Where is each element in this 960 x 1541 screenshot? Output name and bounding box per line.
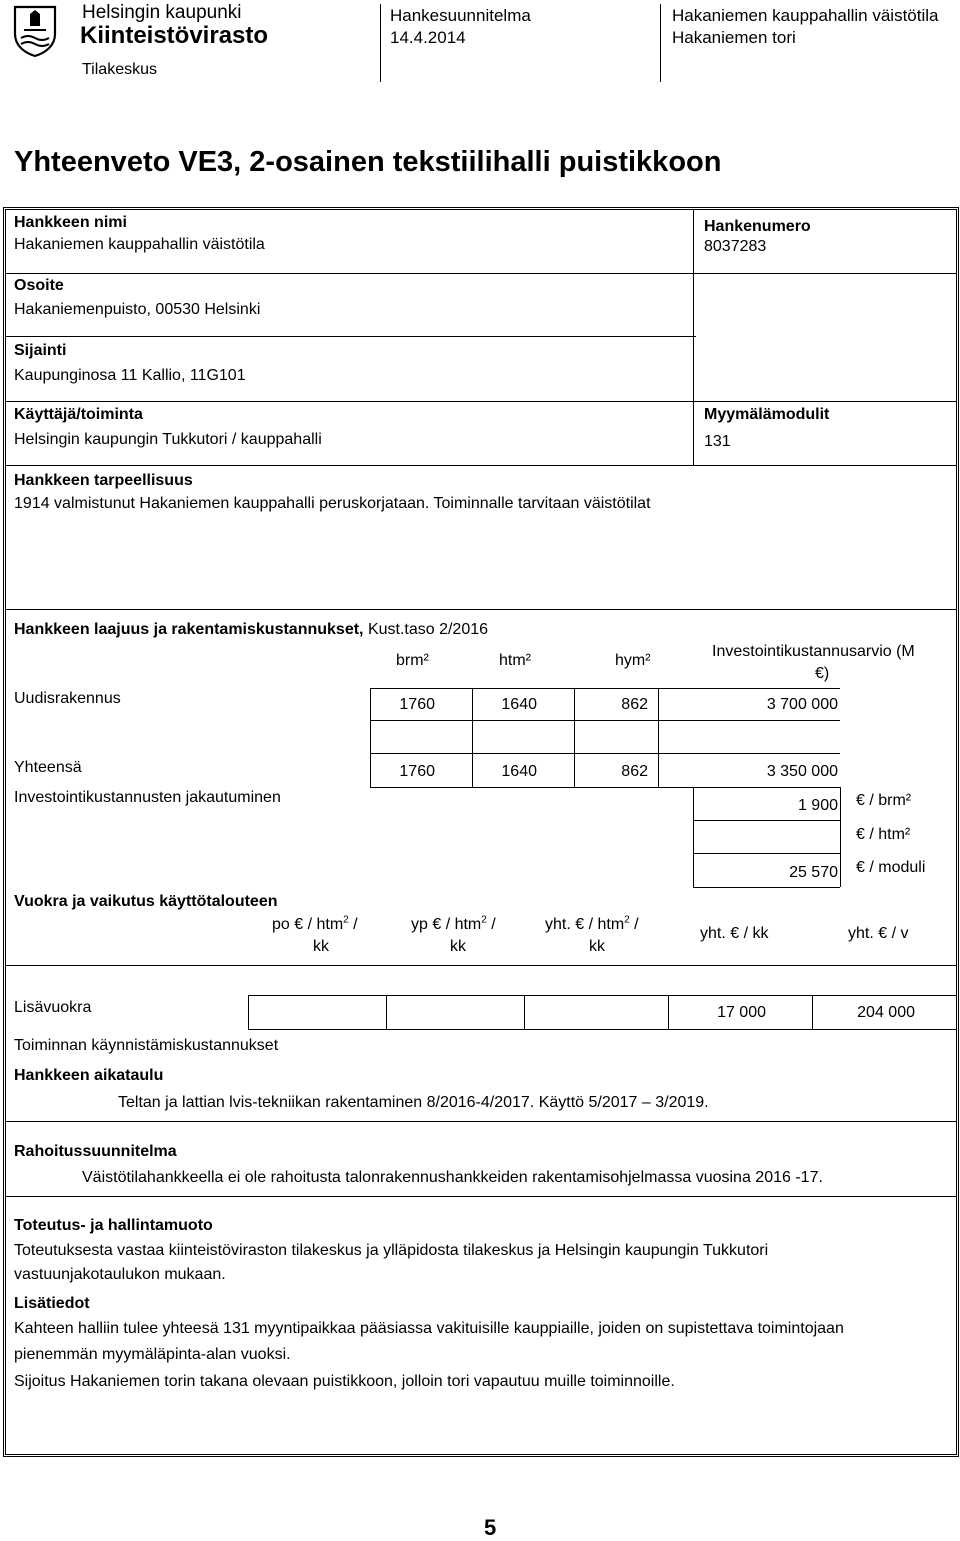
rent-yht-tail: / xyxy=(634,916,639,933)
modules-label: Myymälämodulit xyxy=(704,406,830,423)
additional-info-line3: Sijoitus Hakaniemen torin takana olevaan puistikkoon, jolloin tori vapautuu muille toiminnoille. xyxy=(14,1373,675,1390)
col-header-hym: hym² xyxy=(615,652,651,669)
helsinki-crest-logo xyxy=(12,4,58,58)
col-header-brm: brm² xyxy=(396,652,429,669)
startup-costs-label: Toiminnan käynnistämiskustannukset xyxy=(14,1037,279,1054)
location-value: Kaupunginosa 11 Kallio, 11G101 xyxy=(14,367,246,384)
implementation-text-line1: Toteutuksesta vastaa kiinteistöviraston tilakeskus ja ylläpidosta tilakeskus ja Helsingin kaupungin Tukkutori xyxy=(14,1242,769,1259)
scope-heading xyxy=(14,621,488,639)
user-label: Käyttäjä/toiminta xyxy=(14,406,143,423)
rent-yp-sup: 2 xyxy=(481,914,487,926)
row-total-label: Yhteensä xyxy=(14,759,82,776)
project-name-value: Hakaniemen kauppahallin väistötila xyxy=(14,236,265,253)
row-total-htm: 1640 xyxy=(501,763,537,780)
col-header-cost-line1: Investointikustannusarvio (M xyxy=(712,643,915,660)
rent-po-kk: kk xyxy=(313,938,329,955)
scope-cost-level: Kust.taso 2/2016 xyxy=(367,621,489,638)
row-new-building-htm: 1640 xyxy=(501,696,537,713)
address-value: Hakaniemenpuisto, 00530 Helsinki xyxy=(14,301,261,318)
row-total-cost: 3 350 000 xyxy=(766,763,838,780)
col-header-htm: htm² xyxy=(499,652,531,669)
page-title: Yhteenveto VE3, 2-osainen tekstiilihalli puistikkoon xyxy=(14,146,722,178)
implementation-text-line2: vastuunjakotaulukon mukaan. xyxy=(14,1266,226,1283)
extra-rent-label: Lisävuokra xyxy=(14,999,92,1016)
org-department-name: Kiinteistövirasto xyxy=(80,22,269,49)
cost-per-brm-unit: € / brm² xyxy=(856,792,912,809)
rent-yht-header xyxy=(545,914,639,958)
row-new-building-brm: 1760 xyxy=(399,696,435,713)
scope-heading-text: Hankkeen laajuus ja rakentamiskustannukset, xyxy=(14,621,364,638)
row-new-building-hym: 862 xyxy=(621,696,648,713)
schedule-label: Hankkeen aikataulu xyxy=(14,1067,164,1084)
funding-text: Väistötilahankkeella ei ole rahoitusta talonrakennushankkeiden rakentamisohjelmassa vuosina 2016 -17. xyxy=(82,1169,823,1186)
project-title-line2: Hakaniemen tori xyxy=(672,28,796,47)
cost-per-module-value: 25 570 xyxy=(789,864,838,881)
rent-heading: Vuokra ja vaikutus käyttötalouteen xyxy=(14,893,278,910)
project-name-label: Hankkeen nimi xyxy=(14,214,127,231)
rent-po-tail: / xyxy=(353,916,358,933)
col-header-cost-line2: €) xyxy=(815,665,830,682)
rent-yht-label: yht. € / htm xyxy=(545,916,625,933)
implementation-label: Toteutus- ja hallintamuoto xyxy=(14,1217,213,1234)
rent-po-header xyxy=(272,914,358,958)
extra-rent-per-year: 204 000 xyxy=(857,1004,915,1021)
additional-info-line2: pienemmän myymäläpinta-alan vuoksi. xyxy=(14,1346,291,1363)
row-new-building-cost: 3 700 000 xyxy=(766,696,838,713)
rent-po-sup: 2 xyxy=(343,914,349,926)
schedule-text: Teltan ja lattian lvis-tekniikan rakentaminen 8/2016-4/2017. Käyttö 5/2017 – 3/2019. xyxy=(118,1094,709,1111)
rent-yht-v-header: yht. € / v xyxy=(848,925,909,942)
cost-distribution-label: Investointikustannusten jakautuminen xyxy=(14,789,281,806)
user-value: Helsingin kaupungin Tukkutori / kauppahalli xyxy=(14,431,322,448)
cost-per-brm-value: 1 900 xyxy=(797,797,838,814)
rent-yp-kk: kk xyxy=(450,938,466,955)
rent-po-label: po € / htm xyxy=(272,916,344,933)
doc-type: Hankesuunnitelma xyxy=(390,6,531,25)
address-label: Osoite xyxy=(14,277,64,294)
cost-per-htm-unit: € / htm² xyxy=(856,826,911,843)
cost-per-module-unit: € / moduli xyxy=(856,859,926,876)
modules-value: 131 xyxy=(704,433,731,450)
rent-yht-sup: 2 xyxy=(624,914,630,926)
row-new-building-label: Uudisrakennus xyxy=(14,690,121,707)
funding-label: Rahoitussuunnitelma xyxy=(14,1143,177,1160)
need-value: 1914 valmistunut Hakaniemen kauppahalli peruskorjataan. Toiminnalle tarvitaan väistötilat xyxy=(14,495,651,512)
project-number-label: Hankenumero xyxy=(704,218,811,235)
location-label: Sijainti xyxy=(14,342,67,359)
dept-name: Tilakeskus xyxy=(82,61,157,78)
extra-rent-per-month: 17 000 xyxy=(717,1004,766,1021)
need-label: Hankkeen tarpeellisuus xyxy=(14,472,193,489)
project-title-line1: Hakaniemen kauppahallin väistötila xyxy=(672,6,939,25)
rent-yp-label: yp € / htm xyxy=(411,916,482,933)
rent-yht-kk: kk xyxy=(589,938,605,955)
rent-yht-kk-header: yht. € / kk xyxy=(700,925,769,942)
project-number-value: 8037283 xyxy=(704,238,767,255)
page-number: 5 xyxy=(484,1515,497,1540)
rent-yp-tail: / xyxy=(491,916,496,933)
additional-info-line1: Kahteen halliin tulee yhteesä 131 myyntipaikkaa pääsiassa vakituisille kauppiaille, joiden on supistettava toimintojaan xyxy=(14,1320,844,1337)
row-total-brm: 1760 xyxy=(399,763,435,780)
org-name: Helsingin kaupunki xyxy=(82,2,242,23)
rent-yp-header xyxy=(411,914,496,958)
row-total-hym: 862 xyxy=(621,763,648,780)
doc-date: 14.4.2014 xyxy=(390,28,466,47)
additional-info-label: Lisätiedot xyxy=(14,1295,90,1312)
